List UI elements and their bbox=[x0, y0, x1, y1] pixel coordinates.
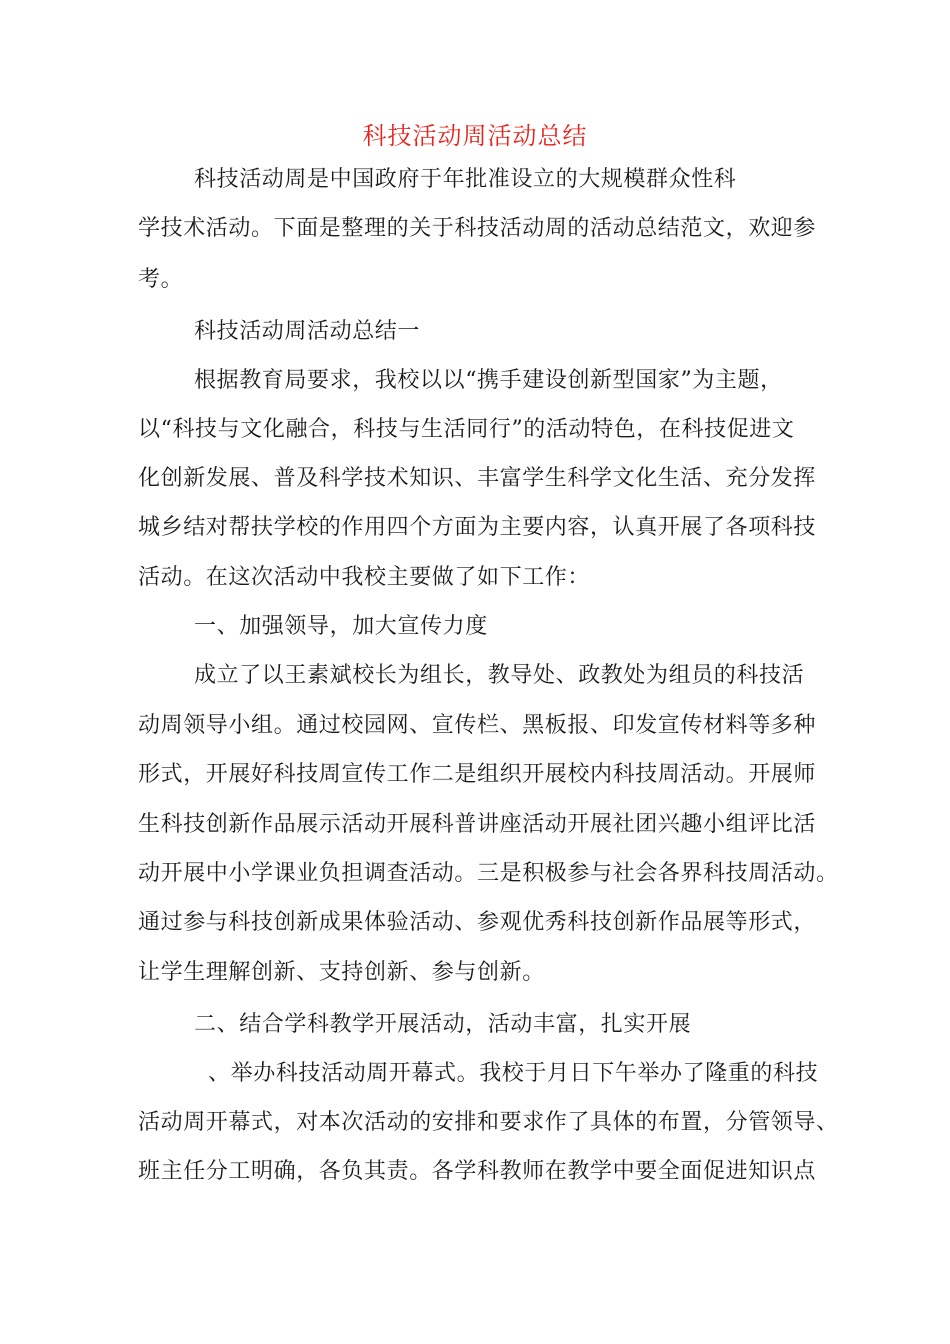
body-line: 学技术活动。下面是整理的关于科技活动周的活动总结范文，欢迎参 bbox=[138, 216, 817, 241]
body-line: 二、结合学科教学开展活动，活动丰富，扎实开展 bbox=[194, 1012, 692, 1037]
body-line: 活动。在这次活动中我校主要做了如下工作： bbox=[138, 565, 591, 590]
body-line: 科技活动周活动总结一 bbox=[194, 319, 421, 344]
body-line: 成立了以王素斌校长为组长，教导处、政教处为组员的科技活 bbox=[194, 663, 805, 688]
body-line: 城乡结对帮扶学校的作用四个方面为主要内容，认真开展了各项科技 bbox=[138, 515, 817, 540]
body-line: 班主任分工明确，各负其责。各学科教师在教学中要全面促进知识点 bbox=[138, 1159, 817, 1184]
body-line: 化创新发展、普及科学技术知识、丰富学生科学文化生活、充分发挥 bbox=[138, 466, 817, 491]
body-line: 通过参与科技创新成果体验活动、参观优秀科技创新作品展等形式， bbox=[138, 910, 817, 935]
body-line: 根据教育局要求，我校以以“携手建设创新型国家”为主题， bbox=[194, 368, 783, 393]
body-line: 活动周开幕式，对本次活动的安排和要求作了具体的布置，分管领导、 bbox=[138, 1110, 839, 1135]
body-line: 一、加强领导，加大宣传力度 bbox=[194, 614, 488, 639]
body-line: 科技活动周是中国政府于年批准设立的大规模群众性科 bbox=[194, 167, 737, 192]
body-line: 动周领导小组。通过校园网、宣传栏、黑板报、印发宣传材料等多种 bbox=[138, 713, 817, 738]
document-title: 科技活动周活动总结 bbox=[362, 122, 588, 150]
body-line: 让学生理解创新、支持创新、参与创新。 bbox=[138, 960, 545, 985]
body-line: 动开展中小学课业负担调查活动。三是积极参与社会各界科技周活动。 bbox=[138, 861, 839, 886]
body-line: 生科技创新作品展示活动开展科普讲座活动开展社团兴趣小组评比活 bbox=[138, 812, 817, 837]
body-line: 、举办科技活动周开幕式。我校于月日下午举办了隆重的科技 bbox=[208, 1061, 819, 1086]
body-line: 形式，开展好科技周宣传工作二是组织开展校内科技周活动。开展师 bbox=[138, 762, 817, 787]
body-line: 考。 bbox=[138, 267, 184, 292]
body-line: 以“科技与文化融合，科技与生活同行”的活动特色，在科技促进文 bbox=[138, 417, 795, 442]
